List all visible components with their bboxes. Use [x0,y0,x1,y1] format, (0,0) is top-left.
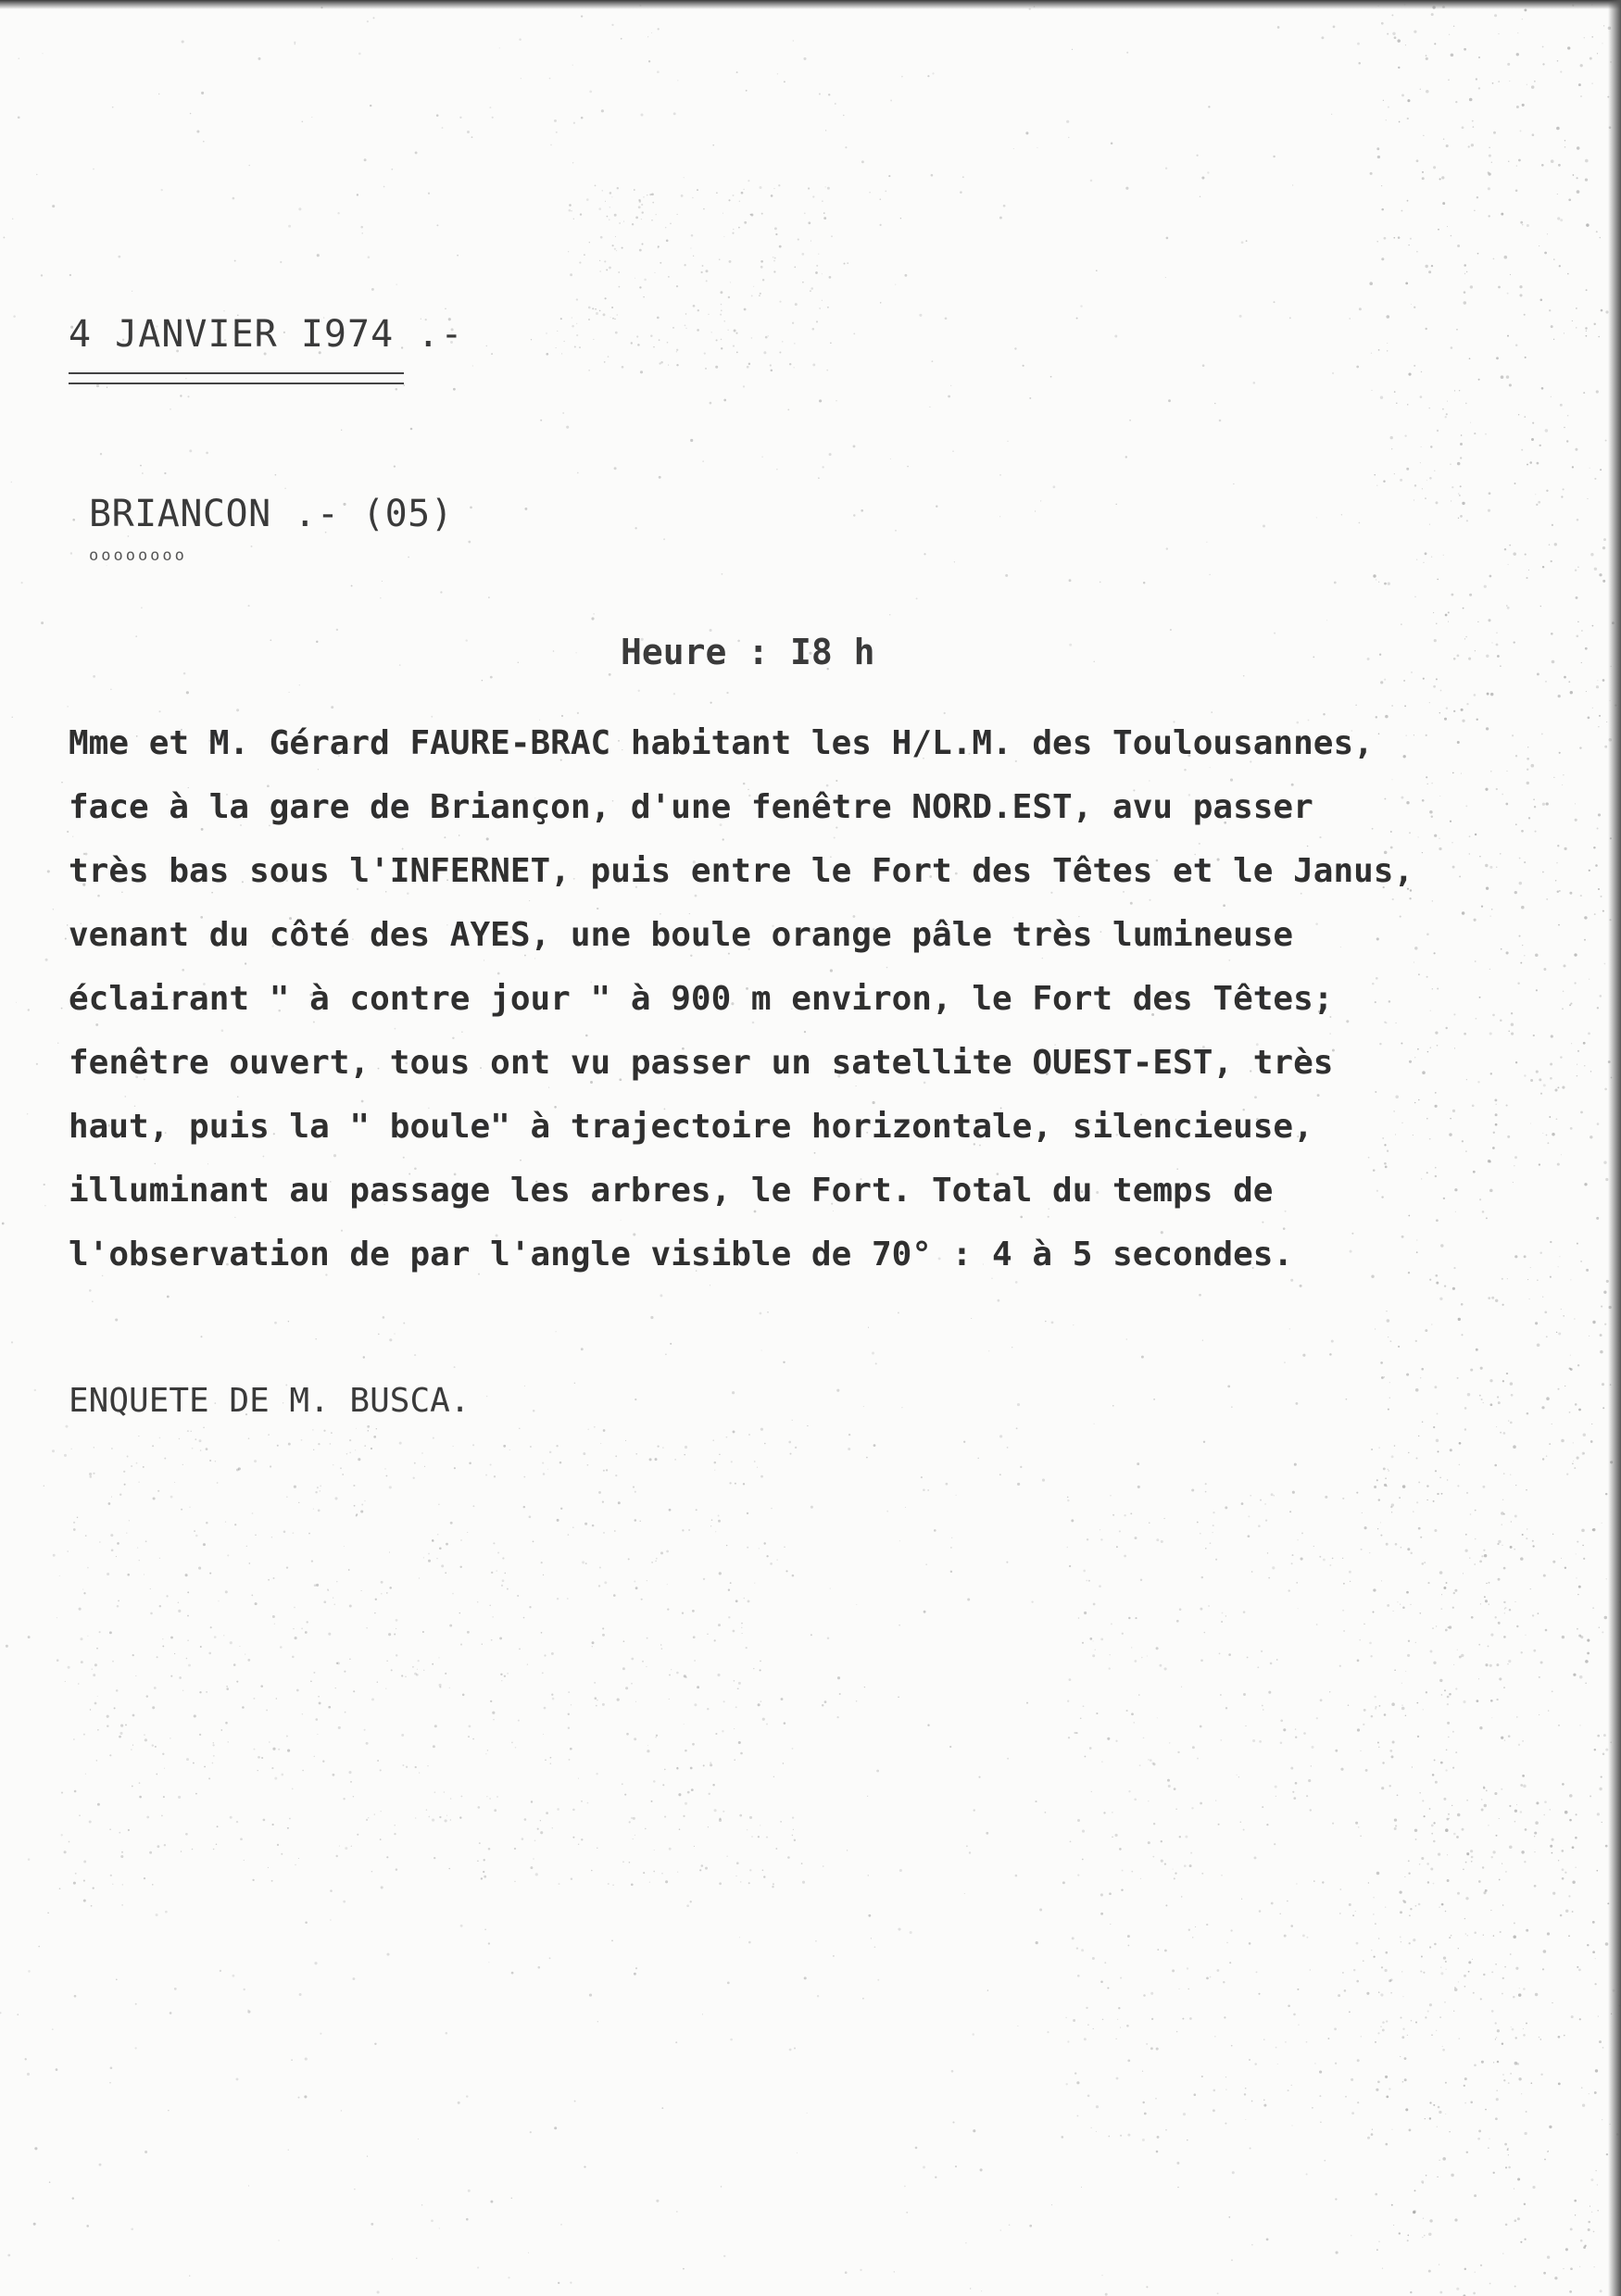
body-line: très bas sous l'INFERNET, puis entre le Fort des Têtes et le Janus, [69,852,1414,890]
body-line: haut, puis la " boule" à trajectoire horizontale, silencieuse, [69,1108,1313,1146]
date-double-underline [69,372,404,384]
body-line: face à la gare de Briançon, d'une fenêtre NORD.EST, avu passer [69,788,1313,826]
body-line: éclairant " à contre jour " à 900 m environ, le Fort des Têtes; [69,980,1334,1018]
place-underline: oooooooo [89,546,187,565]
body-line: illuminant au passage les arbres, le Fort. Total du temps de [69,1172,1274,1210]
body-line: Mme et M. Gérard FAURE-BRAC habitant les H/L.M. des Toulousannes, [69,724,1374,762]
scan-top-edge [0,0,1621,9]
body-line: fenêtre ouvert, tous ont vu passer un satellite OUEST-EST, très [69,1044,1334,1082]
enquete-signature-line: ENQUETE DE M. BUSCA. [69,1382,471,1420]
place-heading: BRIANCON .- (05) [89,493,454,535]
scan-right-edge [1608,0,1621,2296]
time-line: Heure : I8 h [621,632,875,672]
body-line: l'observation de par l'angle visible de 70° : 4 à 5 secondes. [69,1236,1294,1273]
body-line: venant du côté des AYES, une boule orange pâle très lumineuse [69,916,1294,954]
date-heading: 4 JANVIER I974 .- [69,313,464,356]
